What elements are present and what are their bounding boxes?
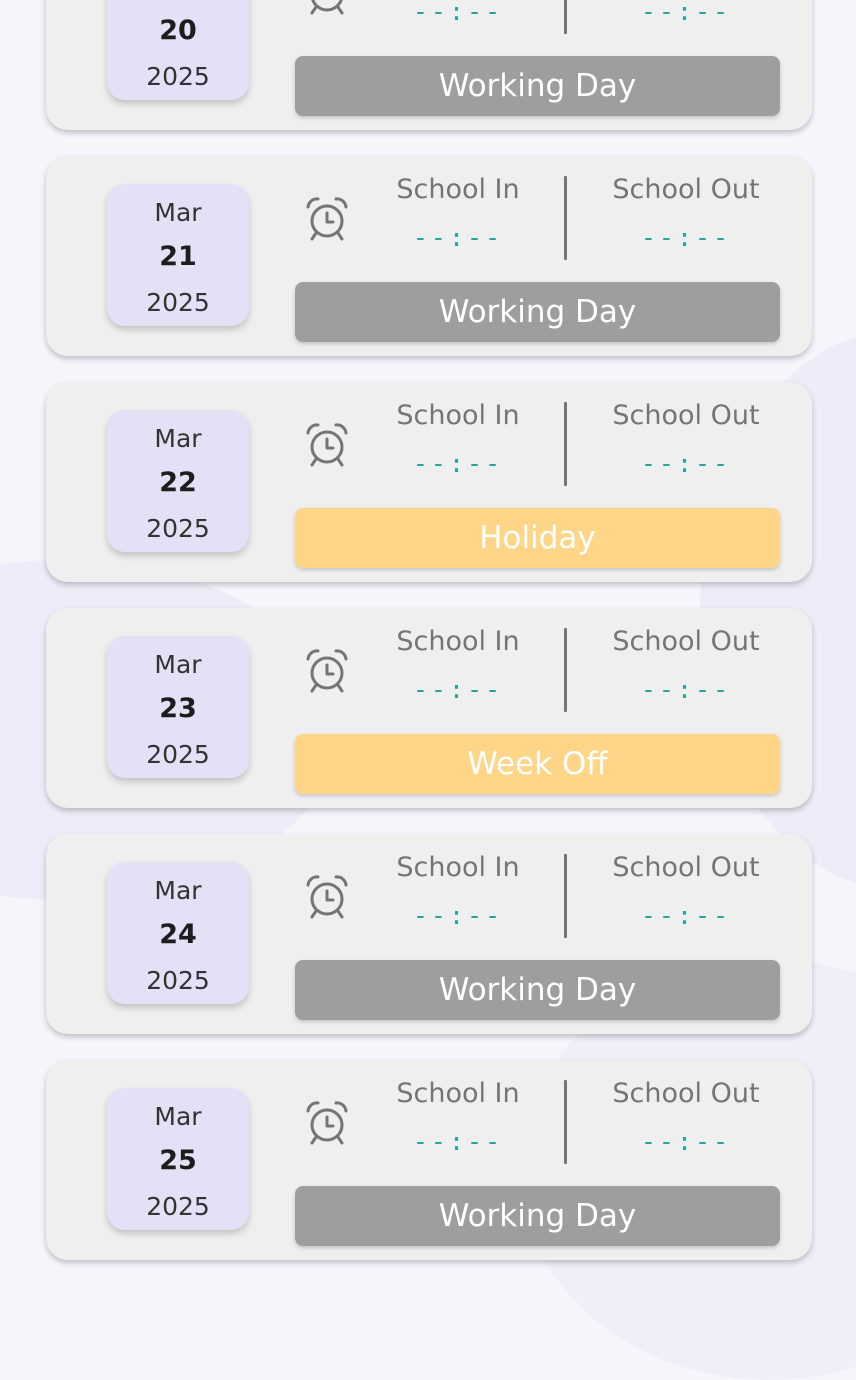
school-out-block [581, 624, 791, 706]
school-out-time: --:-- [640, 675, 732, 704]
attendance-card[interactable] [46, 1060, 812, 1260]
school-out-time: --:-- [640, 1127, 732, 1156]
date-year: 2025 [146, 62, 210, 91]
date-badge [107, 184, 249, 326]
date-badge [107, 862, 249, 1004]
school-out-time: --:-- [640, 223, 732, 252]
school-in-block [353, 172, 563, 254]
school-out-block [581, 850, 791, 932]
date-month: Mar [154, 1102, 202, 1131]
school-out-block [581, 1076, 791, 1158]
alarm-clock-icon [302, 194, 352, 244]
date-month: Mar [154, 650, 202, 679]
school-in-block [353, 624, 563, 706]
date-badge [107, 636, 249, 778]
school-out-time: --:-- [640, 0, 732, 26]
alarm-clock-icon [302, 872, 352, 922]
attendance-card[interactable] [46, 156, 812, 356]
date-day: 22 [159, 467, 197, 498]
school-in-block [353, 0, 563, 28]
date-month: Mar [154, 424, 202, 453]
date-day: 24 [159, 919, 197, 950]
school-out-label: School Out [612, 1078, 760, 1109]
date-day: 25 [159, 1145, 197, 1176]
status-button[interactable]: Working Day [295, 56, 780, 116]
school-out-time: --:-- [640, 901, 732, 930]
school-in-block [353, 1076, 563, 1158]
divider [564, 628, 567, 712]
date-year: 2025 [146, 288, 210, 317]
divider [564, 854, 567, 938]
school-out-label: School Out [612, 852, 760, 883]
status-button[interactable]: Working Day [295, 1186, 780, 1246]
school-in-time: --:-- [412, 901, 504, 930]
date-month: Mar [154, 876, 202, 905]
school-in-time: --:-- [412, 449, 504, 478]
school-in-label: School In [396, 174, 520, 205]
date-day: 20 [159, 15, 197, 46]
date-badge [107, 0, 249, 100]
divider [564, 176, 567, 260]
date-year: 2025 [146, 966, 210, 995]
school-out-label: School Out [612, 174, 760, 205]
alarm-clock-icon [302, 646, 352, 696]
status-button[interactable]: Working Day [295, 960, 780, 1020]
attendance-card[interactable] [46, 382, 812, 582]
school-in-time: --:-- [412, 223, 504, 252]
school-out-label: School Out [612, 626, 760, 657]
alarm-clock-icon [302, 1098, 352, 1148]
school-out-label: School Out [612, 400, 760, 431]
date-badge [107, 410, 249, 552]
alarm-clock-icon [302, 420, 352, 470]
school-out-block [581, 0, 791, 28]
date-year: 2025 [146, 1192, 210, 1221]
date-month: Mar [154, 198, 202, 227]
school-out-time: --:-- [640, 449, 732, 478]
school-in-time: --:-- [412, 0, 504, 26]
school-in-block [353, 398, 563, 480]
school-in-time: --:-- [412, 675, 504, 704]
date-year: 2025 [146, 740, 210, 769]
attendance-card[interactable] [46, 608, 812, 808]
divider [564, 0, 567, 34]
school-out-block [581, 398, 791, 480]
school-in-label: School In [396, 626, 520, 657]
date-badge [107, 1088, 249, 1230]
attendance-card[interactable] [46, 0, 812, 130]
school-in-label: School In [396, 852, 520, 883]
status-button[interactable]: Holiday [295, 508, 780, 568]
school-out-block [581, 172, 791, 254]
date-day: 23 [159, 693, 197, 724]
attendance-card[interactable] [46, 834, 812, 1034]
alarm-clock-icon [302, 0, 352, 18]
date-day: 21 [159, 241, 197, 272]
school-in-time: --:-- [412, 1127, 504, 1156]
divider [564, 1080, 567, 1164]
school-in-block [353, 850, 563, 932]
school-in-label: School In [396, 400, 520, 431]
date-year: 2025 [146, 514, 210, 543]
school-in-label: School In [396, 1078, 520, 1109]
divider [564, 402, 567, 486]
status-button[interactable]: Working Day [295, 282, 780, 342]
status-button[interactable]: Week Off [295, 734, 780, 794]
